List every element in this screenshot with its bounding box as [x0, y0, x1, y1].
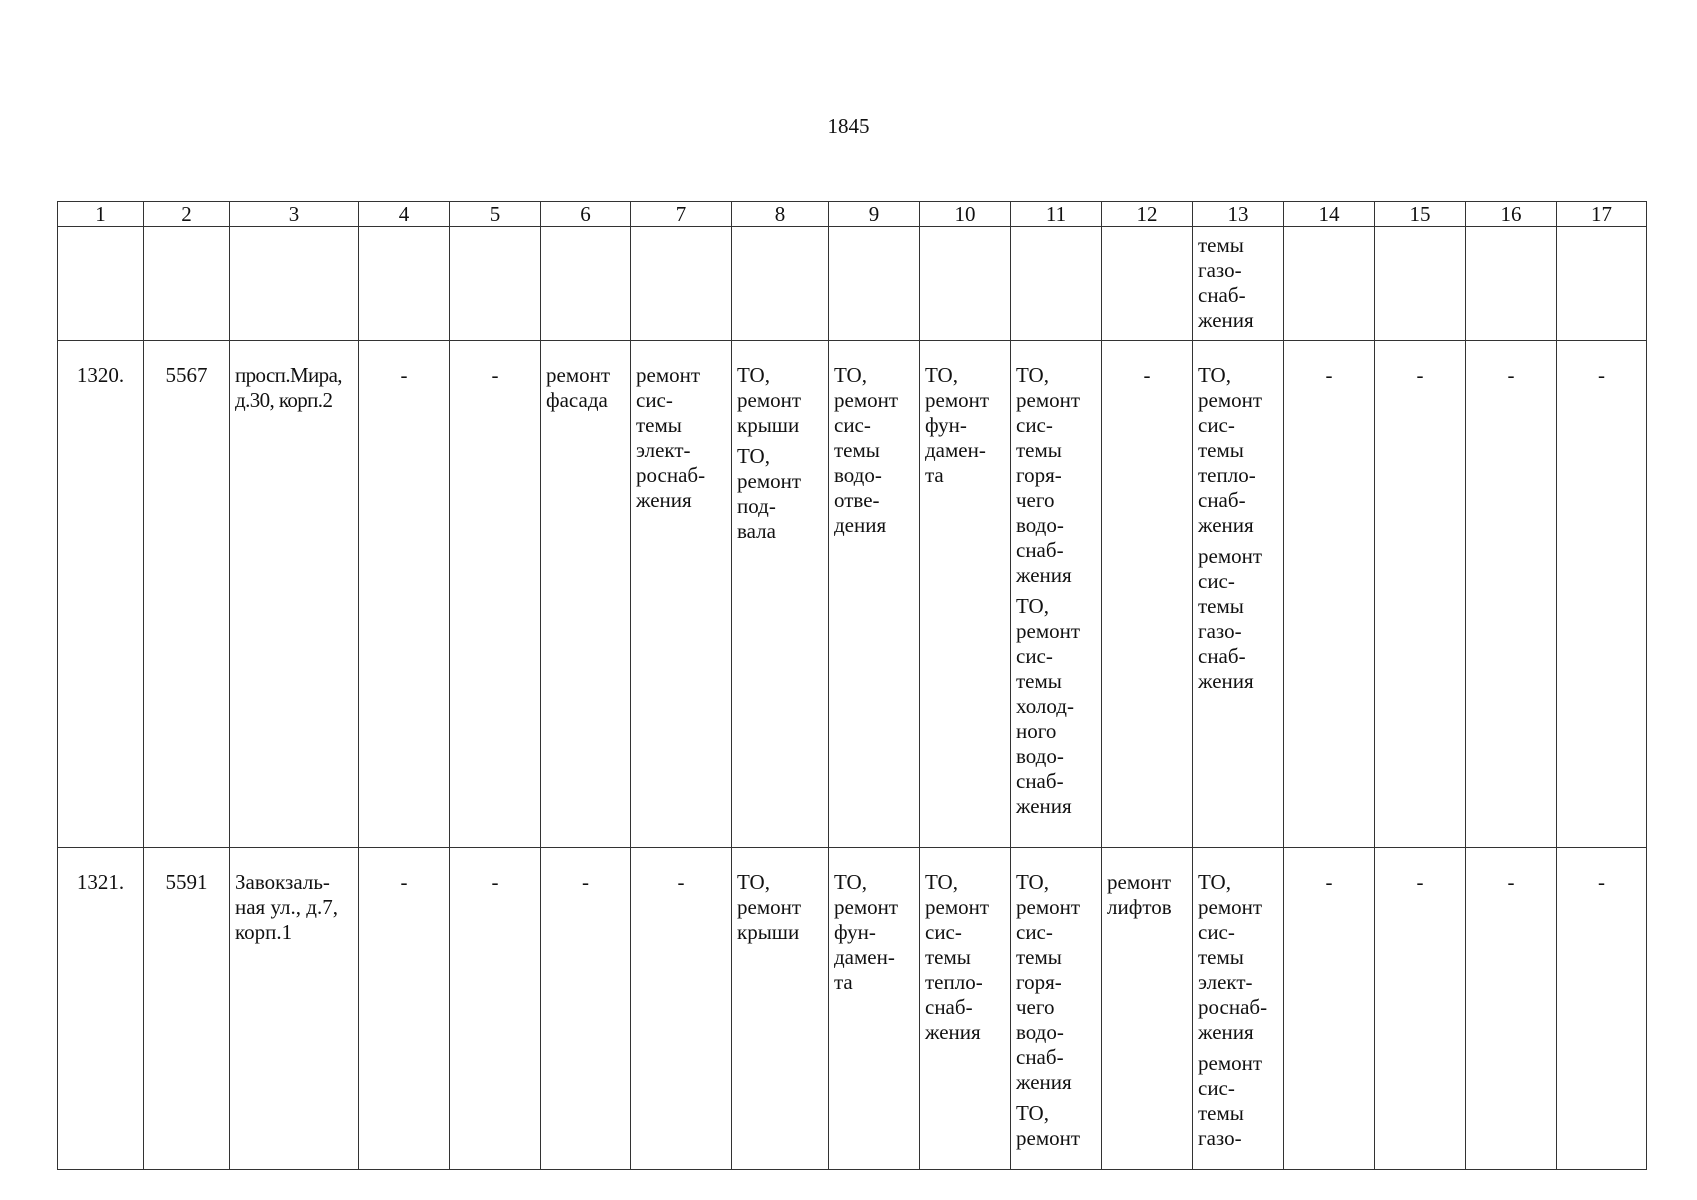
cell-line: ТО,	[1016, 363, 1049, 387]
works-cell	[631, 341, 732, 848]
works-cell: -	[359, 341, 450, 848]
cell-line: ТО,	[925, 363, 958, 387]
work-item	[1198, 363, 1278, 538]
cell-line: темы	[925, 945, 971, 969]
cell-line: ремонт	[737, 895, 802, 919]
cell-line: темы	[1016, 438, 1062, 462]
cell-line: жения	[636, 488, 692, 512]
cell-line: дамен-	[925, 438, 986, 462]
cell-line: темы	[636, 413, 682, 437]
works-cell	[1193, 227, 1284, 341]
works-cell: -	[1284, 848, 1375, 1170]
works-cell: -	[1375, 341, 1466, 848]
cell-line: ремонт	[1016, 895, 1081, 919]
row-number-cell: 1320.	[58, 341, 144, 848]
column-number-header	[58, 202, 1647, 227]
column-header: 5	[450, 202, 541, 227]
column-header: 3	[230, 202, 359, 227]
work-item	[737, 870, 823, 945]
cell-line: снаб-	[1016, 769, 1064, 793]
repair-schedule-table	[57, 201, 1647, 1170]
cell-line: ремонт	[1198, 1051, 1263, 1075]
column-header: 12	[1102, 202, 1193, 227]
cell-line: газо-	[1198, 619, 1242, 643]
cell-line: элект-	[1198, 970, 1253, 994]
cell-line: темы	[1016, 669, 1062, 693]
cell-line: жения	[925, 1020, 981, 1044]
works-cell: -	[1102, 341, 1193, 848]
works-cell: -	[1557, 341, 1647, 848]
works-cell: -	[1557, 848, 1647, 1170]
cell-line: водо-	[1016, 1020, 1064, 1044]
cell-line: темы	[1198, 1101, 1244, 1125]
works-cell: -	[1466, 341, 1557, 848]
cell-line: жения	[1016, 794, 1072, 818]
work-item	[925, 363, 1005, 488]
cell-line: роснаб-	[1198, 995, 1268, 1019]
cell-line: снаб-	[1198, 488, 1246, 512]
cell-line: сис-	[1016, 644, 1053, 668]
cell-line: просп.Мира,	[235, 363, 342, 387]
works-cell	[829, 848, 920, 1170]
works-cell: -	[450, 848, 541, 1170]
cell-line: ТО,	[1198, 363, 1231, 387]
column-header: 2	[144, 202, 230, 227]
cell-line: снаб-	[1198, 644, 1246, 668]
works-cell: -	[1284, 341, 1375, 848]
cell-line: жения	[1016, 1070, 1072, 1094]
address-cell	[230, 341, 359, 848]
table-row	[58, 341, 1647, 848]
cell-line: ремонт	[1198, 388, 1263, 412]
works-cell	[920, 848, 1011, 1170]
cell-line: вала	[737, 519, 776, 543]
cell-line: ремонт	[1107, 870, 1172, 894]
cell-line: ТО,	[834, 870, 867, 894]
cell-line: чего	[1016, 995, 1055, 1019]
cell-line: темы	[1198, 233, 1244, 257]
cell-line: ремонт	[1016, 619, 1081, 643]
cell-line: холод-	[1016, 694, 1074, 718]
cell-line: темы	[1016, 945, 1062, 969]
cell-line: водо-	[1016, 744, 1064, 768]
work-item	[636, 363, 726, 513]
cell-line: фун-	[834, 920, 876, 944]
work-item	[1016, 363, 1096, 588]
column-header: 13	[1193, 202, 1284, 227]
cell-line: ТО,	[737, 444, 770, 468]
works-cell	[1193, 848, 1284, 1170]
cell-line: водо-	[834, 463, 882, 487]
cell-line: тепло-	[925, 970, 983, 994]
cell-line: корп.1	[235, 920, 293, 944]
cell-line: сис-	[1198, 413, 1235, 437]
column-header: 6	[541, 202, 631, 227]
cell-line: сис-	[1016, 920, 1053, 944]
cell-line: ремонт	[737, 388, 802, 412]
cell-line: ТО,	[1198, 870, 1231, 894]
cell-line: сис-	[1198, 920, 1235, 944]
cell-line: ремонт	[1198, 895, 1263, 919]
column-header: 16	[1466, 202, 1557, 227]
works-cell	[541, 341, 631, 848]
work-item	[925, 870, 1005, 1045]
works-cell: -	[1375, 848, 1466, 1170]
work-item	[1016, 870, 1096, 1095]
cell-line: сис-	[1198, 569, 1235, 593]
column-header: 8	[732, 202, 829, 227]
cell-line: темы	[1198, 594, 1244, 618]
building-code-cell: 5591	[144, 848, 230, 1170]
works-cell	[1193, 341, 1284, 848]
cell-line: ремонт	[1016, 388, 1081, 412]
work-item	[1198, 1051, 1278, 1151]
cell-line: водо-	[1016, 513, 1064, 537]
cell-line: ремонт	[834, 388, 899, 412]
cell-line: ремонт	[925, 895, 990, 919]
work-item	[1016, 1101, 1096, 1151]
cell-line: ремонт	[546, 363, 611, 387]
page-number: 1845	[827, 114, 870, 138]
cell-line: лифтов	[1107, 895, 1172, 919]
cell-line: темы	[1198, 438, 1244, 462]
work-item	[546, 363, 625, 413]
cell-line: тепло-	[1198, 463, 1256, 487]
works-cell: -	[359, 848, 450, 1170]
cell-line: жения	[1198, 1020, 1254, 1044]
cell-line: ТО,	[1016, 870, 1049, 894]
work-item	[1198, 544, 1278, 694]
column-header: 9	[829, 202, 920, 227]
cell-line: ТО,	[925, 870, 958, 894]
cell-line: темы	[1198, 945, 1244, 969]
works-cell: -	[631, 848, 732, 1170]
cell-line: Завокзаль-	[235, 870, 330, 894]
cell-line: сис-	[834, 413, 871, 437]
cell-line: газо-	[1198, 1126, 1242, 1150]
work-item	[834, 870, 914, 995]
cell-line: крыши	[737, 920, 800, 944]
cell-line: элект-	[636, 438, 691, 462]
cell-line: сис-	[636, 388, 673, 412]
column-header: 4	[359, 202, 450, 227]
work-item	[737, 444, 823, 544]
works-cell: -	[1466, 848, 1557, 1170]
cell-line: ремонт	[925, 388, 990, 412]
cell-line: роснаб-	[636, 463, 706, 487]
cell-line: та	[925, 463, 944, 487]
cell-line: ТО,	[1016, 594, 1049, 618]
cell-line: ремонт	[1198, 544, 1263, 568]
works-cell	[920, 341, 1011, 848]
cell-line: та	[834, 970, 853, 994]
address-cell	[230, 848, 359, 1170]
cell-line: крыши	[737, 413, 800, 437]
column-header: 11	[1011, 202, 1102, 227]
cell-line: сис-	[1016, 413, 1053, 437]
building-code-cell: 5567	[144, 341, 230, 848]
row-number-cell: 1321.	[58, 848, 144, 1170]
cell-line: темы	[834, 438, 880, 462]
cell-line: снаб-	[925, 995, 973, 1019]
work-item	[1107, 870, 1187, 920]
cell-line: фасада	[546, 388, 608, 412]
work-item	[1198, 233, 1278, 333]
column-header: 1	[58, 202, 144, 227]
column-header: 15	[1375, 202, 1466, 227]
work-item	[1198, 870, 1278, 1045]
works-cell	[732, 848, 829, 1170]
cell-line: ная ул., д.7,	[235, 895, 338, 919]
works-cell	[732, 341, 829, 848]
work-item	[834, 363, 914, 538]
cell-line: ремонт	[834, 895, 899, 919]
cell-line: снаб-	[1198, 283, 1246, 307]
cell-line: д.30, корп.2	[235, 388, 333, 412]
works-cell: -	[541, 848, 631, 1170]
cell-line: ремонт	[636, 363, 701, 387]
works-cell	[1102, 848, 1193, 1170]
cell-line: под-	[737, 494, 776, 518]
cell-line: ремонт	[1016, 1126, 1081, 1150]
cell-line: чего	[1016, 488, 1055, 512]
works-cell: -	[450, 341, 541, 848]
cell-line: ного	[1016, 719, 1057, 743]
cell-line: ТО,	[737, 363, 770, 387]
cell-line: ТО,	[834, 363, 867, 387]
cell-line: сис-	[1198, 1076, 1235, 1100]
cell-line: горя-	[1016, 463, 1062, 487]
cell-line: жения	[1016, 563, 1072, 587]
cell-line: снаб-	[1016, 538, 1064, 562]
column-header: 7	[631, 202, 732, 227]
cell-line: ТО,	[1016, 1101, 1049, 1125]
cell-line: газо-	[1198, 258, 1242, 282]
table-row	[58, 848, 1647, 1170]
column-header: 17	[1557, 202, 1647, 227]
cell-line: отве-	[834, 488, 880, 512]
column-header: 10	[920, 202, 1011, 227]
cell-line: фун-	[925, 413, 967, 437]
cell-line: горя-	[1016, 970, 1062, 994]
cell-line: ремонт	[737, 469, 802, 493]
cell-line: снаб-	[1016, 1045, 1064, 1069]
work-item	[1016, 594, 1096, 819]
work-item	[737, 363, 823, 438]
cell-line: дения	[834, 513, 887, 537]
column-header: 14	[1284, 202, 1375, 227]
cell-line: сис-	[925, 920, 962, 944]
works-cell	[829, 341, 920, 848]
table-row-continuation	[58, 227, 1647, 341]
cell-line: дамен-	[834, 945, 895, 969]
cell-line: жения	[1198, 308, 1254, 332]
cell-line: ТО,	[737, 870, 770, 894]
works-cell	[1011, 848, 1102, 1170]
works-cell	[1011, 341, 1102, 848]
cell-line: жения	[1198, 669, 1254, 693]
cell-line: жения	[1198, 513, 1254, 537]
